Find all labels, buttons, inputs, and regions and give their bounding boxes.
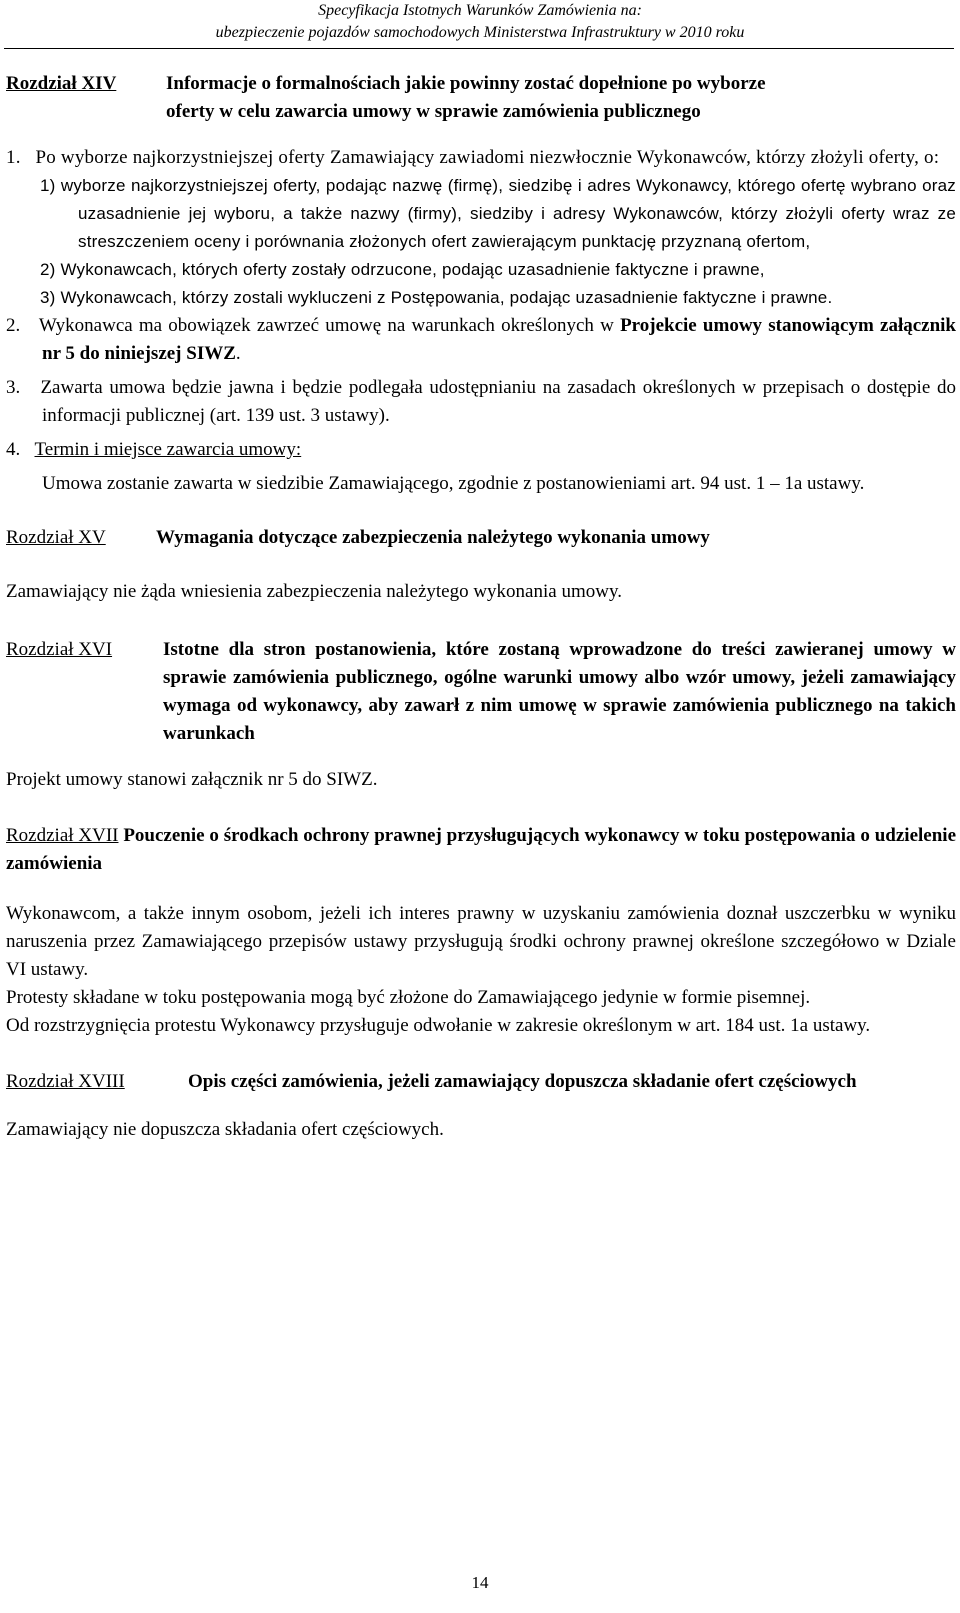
document-body <box>6 70 956 1144</box>
item-number: 3. <box>6 377 21 398</box>
page-number: 14 <box>471 1573 489 1592</box>
header-divider <box>4 48 954 49</box>
item-bold-text: Projekcie umowy stanowiącym załącznik nr 5 do niniejszej SIWZ <box>42 315 957 364</box>
chapter-number: Rozdział XVI <box>6 639 113 660</box>
chapter-number: Rozdział XIV <box>6 73 117 94</box>
item-text: Wykonawca ma obowiązek zawrzeć umowę na warunkach określonych w <box>38 315 621 336</box>
ch14-item-1 <box>6 144 956 172</box>
chapter-title: Informacje o formalnościach jakie powinny zostać dopełnione po wyborze oferty w celu zawarcia umowy w sprawie zamówienia publicznego <box>166 73 766 122</box>
ch17-paragraph-1: Wykonawcom, a także innym osobom, jeżeli ich interes prawny w uzyskaniu zamówienia doznał uszczerbku w wyniku naruszenia przez Zamawiającego przepisów ustawy przysługują środki ochrony prawnej określone szczegółowo w Dziale VI ustawy. <box>6 903 956 980</box>
chapter-17-heading <box>6 822 956 878</box>
ch14-item-2 <box>6 312 956 368</box>
ch15-body: Zamawiający nie żąda wniesienia zabezpieczenia należytego wykonania umowy. <box>6 581 622 602</box>
item-number: 2. <box>6 315 21 336</box>
ch14-sub-2: 2) Wykonawcach, których oferty zostały odrzucone, podając uzasadnienie faktyczne i prawne, <box>40 260 765 279</box>
ch16-body: Projekt umowy stanowi załącznik nr 5 do SIWZ. <box>6 769 378 790</box>
chapter-number: Rozdział XVII <box>6 825 119 846</box>
page-header <box>0 0 960 44</box>
item-text-end: . <box>235 343 241 364</box>
ch14-item-4 <box>6 436 956 464</box>
chapter-title: Istotne dla stron postanowienia, które zostaną wprowadzone do treści zawieranej umowy w sprawie zamówienia publicznego, ogólne warunki umowy albo wzór umowy, jeżeli zamawiający wymaga od wykonawcy, aby zawarł z nim umowę w sprawie zamówienia publicznego na takich warunkach <box>163 639 956 744</box>
chapter-15-heading <box>6 524 956 552</box>
item-number: 4. <box>6 439 21 460</box>
ch14-sub-1: 1) wyborze najkorzystniejszej oferty, podając nazwę (firmę), siedzibę i adres Wykonawcy, którego ofertę wybrano oraz uzasadnienie jej wyboru, a także nazwy (firmy), siedziby i adresy Wykonawców, którzy złożyli oferty wraz ze streszczeniem oceny i porównania złożonych ofert zawierającym punktację przyznaną ofertom, <box>40 176 956 251</box>
header-line-1: Specyfikacja Istotnych Warunków Zamówienia na: <box>318 2 642 19</box>
item-heading: Termin i miejsce zawarcia umowy: <box>34 439 302 460</box>
chapter-16-heading <box>6 636 956 748</box>
chapter-title: Opis części zamówienia, jeżeli zamawiający dopuszcza składanie ofert częściowych <box>188 1071 857 1092</box>
chapter-title: Pouczenie o środkach ochrony prawnej przysługujących wykonawcy w toku postępowania o udzielenie zamówienia <box>6 825 956 874</box>
ch17-paragraph-2: Protesty składane w toku postępowania mogą być złożone do Zamawiającego jedynie w formie pisemnej. <box>6 987 811 1008</box>
ch14-sub-3: 3) Wykonawcach, którzy zostali wykluczeni z Postępowania, podając uzasadnienie faktyczne i prawne. <box>40 288 833 307</box>
ch18-body: Zamawiający nie dopuszcza składania ofert częściowych. <box>6 1119 444 1140</box>
ch14-item-3 <box>6 374 956 430</box>
chapter-18-heading <box>6 1068 956 1096</box>
header-line-2: ubezpieczenie pojazdów samochodowych Ministerstwa Infrastruktury w 2010 roku <box>215 24 745 41</box>
chapter-title: Wymagania dotyczące zabezpieczenia należytego wykonania umowy <box>156 527 710 548</box>
chapter-number: Rozdział XVIII <box>6 1071 125 1092</box>
chapter-number: Rozdział XV <box>6 527 106 548</box>
item-text: Po wyborze najkorzystniejszej oferty Zamawiający zawiadomi niezwłocznie Wykonawców, którzy złożyli oferty, o: <box>35 147 940 168</box>
chapter-14-heading <box>6 70 956 126</box>
item-text: Zawarta umowa będzie jawna i będzie podlegała udostępnianiu na zasadach określonych w przepisach o dostępie do informacji publicznej (art. 139 ust. 3 ustawy). <box>40 377 956 426</box>
item-number: 1. <box>6 147 21 168</box>
ch17-paragraph-3: Od rozstrzygnięcia protestu Wykonawcy przysługuje odwołanie w zakresie określonym w art. 184 ust. 1a ustawy. <box>6 1015 871 1036</box>
ch14-item-4-text: Umowa zostanie zawarta w siedzibie Zamawiającego, zgodnie z postanowieniami art. 94 ust. 1 – 1a ustawy. <box>42 473 865 494</box>
